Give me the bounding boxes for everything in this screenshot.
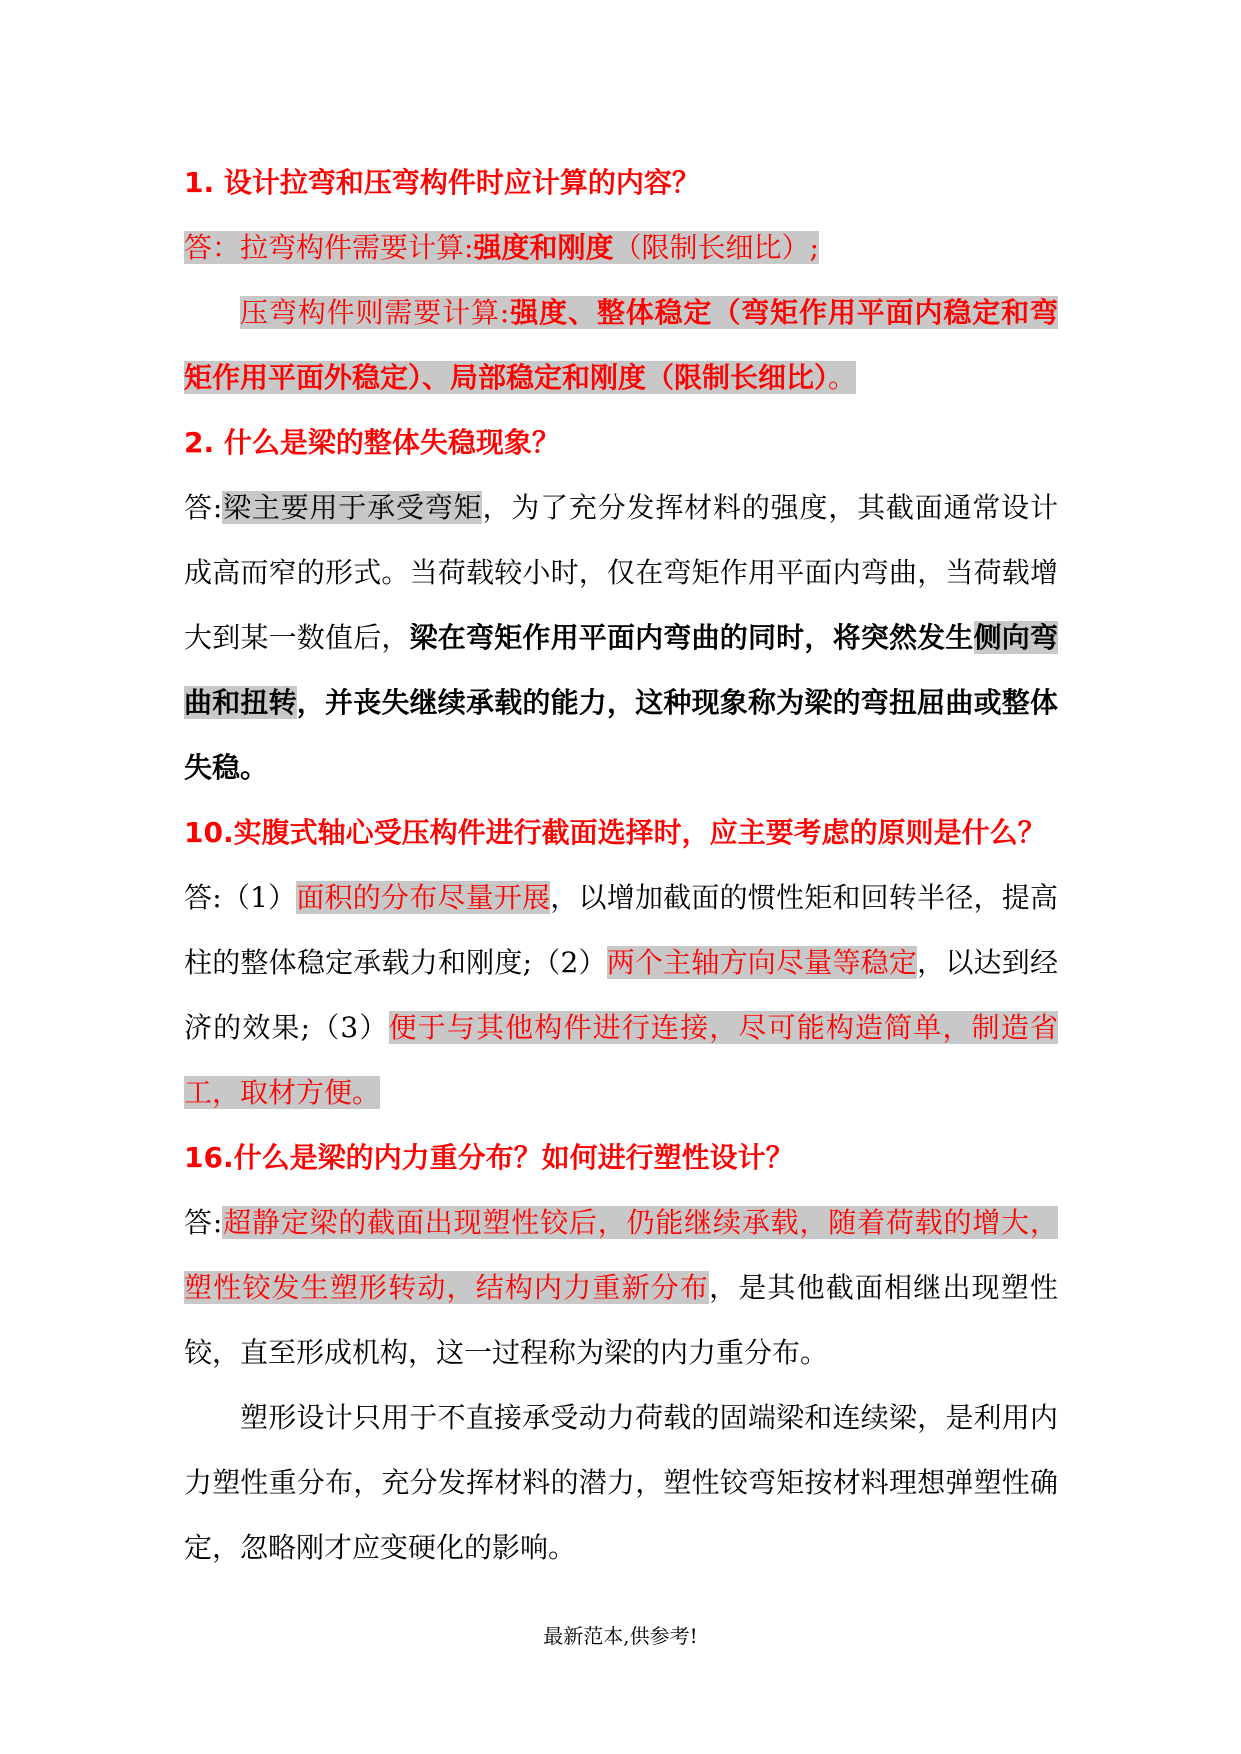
answer-1-line-1 [184,215,1058,280]
answer-1-prefix: 答：拉弯构件需要计算: [184,231,474,264]
answer-16-text: ，是其他截面相继出现塑性铰，直至形成机构，这一过程称为梁的内力重分布。 [184,1271,1058,1369]
page-footer: 最新范本,供参考! [543,1624,698,1648]
document-body [184,150,1058,1580]
answer-2 [184,475,1058,800]
answer-16-highlight: 超静定梁的截面出现塑性铰后，仍能继续承载，随着荷载的增大，塑性铰发生塑形转动，结构内力重新分布 [184,1206,1058,1304]
answer-10 [184,865,1058,1125]
question-16-title: 16.什么是梁的内力重分布？如何进行塑性设计？ [184,1141,794,1174]
answer-10-text-2: ，以达到经济的效果;（3） [184,946,1058,1044]
answer-10-highlight-2: 两个主轴方向尽量等稳定 [606,946,918,979]
answer-10-highlight-1: 面积的分布尽量开展 [296,881,551,914]
question-10-title: 10.实腹式轴心受压构件进行截面选择时，应主要考虑的原则是什么？ [184,816,1046,849]
answer-10-label: 答:（1） [184,881,297,914]
answer-1b-end: 。 [828,361,857,394]
answer-2-bold: 梁在弯矩作用平面内弯曲的同时，将突然发生 [409,621,974,654]
answer-1-rest: （限制长细比）; [613,231,819,264]
answer-1-line-2 [184,280,1058,410]
answer-16 [184,1190,1058,1385]
question-2-title: 2. 什么是梁的整体失稳现象？ [184,426,560,459]
answer-2-text: ，为了充分发挥材料的强度，其截面通常设计成高而窄的形式。当荷载较小时，仅在弯矩作用平面内弯曲，当荷载增大到某一数值后， [184,491,1058,654]
answer-10-highlight-3: 便于与其他构件进行连接，尽可能构造简单，制造省工，取材方便。 [184,1011,1058,1109]
answer-2-bold-end: ，并丧失继续承载的能力，这种现象称为梁的弯扭屈曲或整体失稳。 [184,686,1058,784]
answer-2-bold-highlight: 侧向弯曲和扭转 [184,621,1058,719]
answer-2-highlight: 梁主要用于承受弯矩 [222,491,483,524]
answer-1b-prefix: 压弯构件则需要计算: [240,296,510,329]
question-1-title: 1. 设计拉弯和压弯构件时应计算的内容？ [184,166,700,199]
answer-1b-bold: 强度、整体稳定（弯矩作用平面内稳定和弯矩作用平面外稳定）、局部稳定和刚度（限制长细比） [184,296,1058,394]
answer-2-label: 答: [184,491,223,524]
answer-16-paragraph-2: 塑形设计只用于不直接承受动力荷载的固端梁和连续梁，是利用内力塑性重分布，充分发挥材料的潜力，塑性铰弯矩按材料理想弹塑性确定，忽略刚才应变硬化的影响。 [184,1401,1058,1564]
answer-10-text-1: ，以增加截面的惯性矩和回转半径，提高柱的整体稳定承载力和刚度;（2） [184,881,1058,979]
answer-16-label: 答: [184,1206,223,1239]
answer-1-bold: 强度和刚度 [473,231,614,264]
